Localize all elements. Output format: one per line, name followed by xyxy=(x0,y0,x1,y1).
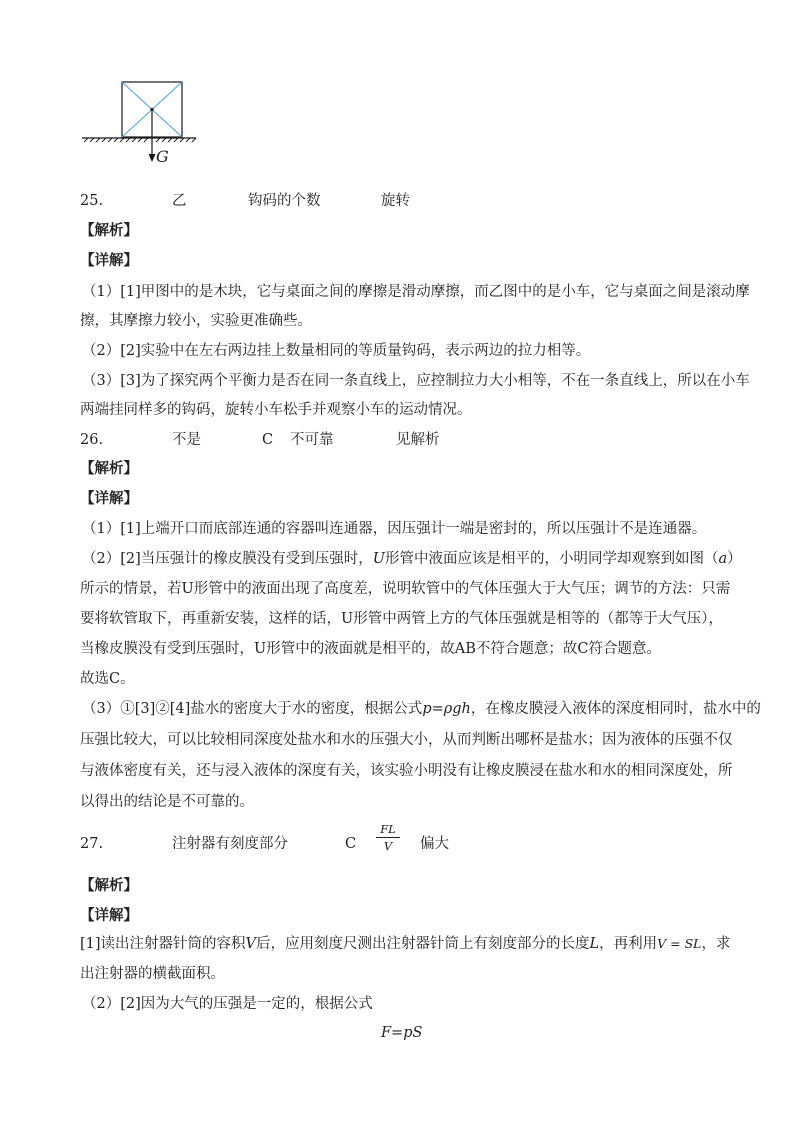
q25-paragraph-1b: 擦，其摩擦力较小，实验更准确些。 xyxy=(80,313,312,329)
q27-fraction-bar xyxy=(376,837,400,838)
q27-fraction xyxy=(376,822,400,853)
q26-p2a-middle: 形管中液面应该是相平的，小明同学却观察到如图（ xyxy=(385,551,719,567)
q27-number: 27. xyxy=(80,836,104,852)
q27-analysis-heading: 【解析】 xyxy=(80,877,138,894)
q26-p2a-prefix: （2）[2]当压强计的橡皮膜没有受到压强时， xyxy=(82,551,373,567)
q25-paragraph-3b: 两端挂同样多的钩码，旋转小车松手并观察小车的运动情况。 xyxy=(80,402,472,418)
q26-analysis-heading: 【解析】 xyxy=(80,460,138,477)
q27-answer-3: 偏大 xyxy=(420,836,449,852)
q26-paragraph-3c: 与液体密度有关，还与浸入液体的深度有关，该实验小明没有让橡皮膜浸在盐水和水的相同深度处，所 xyxy=(80,763,733,779)
q27-paragraph-2: （2）[2]因为大气的压强是一定的，根据公式 xyxy=(82,996,373,1012)
q27-fraction-denominator: V xyxy=(383,839,393,853)
q26-answer-4: 见解析 xyxy=(396,432,440,448)
q25-number: 25. xyxy=(80,193,104,209)
q25-paragraph-3a: （3）[3]为了探究两个平衡力是否在同一条直线上，应控制拉力大小相等，不在一条直线上，所以在小车 xyxy=(82,373,750,389)
q27-paragraph-1b: 出注射器的横截面积。 xyxy=(80,966,225,982)
q26-paragraph-2e: 故选C。 xyxy=(80,671,135,687)
q26-paragraph-3b: 压强比较大，可以比较相同深度处盐水和水的压强大小，从而判断出哪杯是盐水；因为液体的压强不仅 xyxy=(80,732,733,748)
q26-paragraph-2c: 要将软管取下，再重新安装，这样的话，U形管中两管上方的气体压强就是相等的（都等于大气压）， xyxy=(80,611,723,627)
q27-p1a-prefix: [1]读出注射器针筒的容积 xyxy=(80,936,246,952)
gravity-arrow-head xyxy=(149,154,156,162)
q26-number: 26. xyxy=(80,432,104,448)
q27-p1a-middle2: ，再利用 xyxy=(599,936,658,952)
q26-answer-1: 不是 xyxy=(172,432,201,448)
q25-paragraph-2: （2）[2]实验中在左右两边挂上数量相同的等质量钩码，表示两边的拉力相等。 xyxy=(82,343,591,359)
ground-hatching xyxy=(84,138,196,142)
q26-paragraph-3a xyxy=(82,699,761,719)
q25-paragraph-1a: （1）[1]甲图中的是木块，它与桌面之间的摩擦是滑动摩擦，而乙图中的是小车，它与桌面之间是滚动摩 xyxy=(82,284,750,300)
gravity-label: G xyxy=(156,147,169,166)
q25-answer-1: 乙 xyxy=(172,193,187,209)
force-diagram xyxy=(78,78,198,168)
q26-p2a-end: ） xyxy=(727,551,742,567)
q26-p3a-end: ，在橡皮膜浸入液体的深度相同时，盐水中的 xyxy=(470,701,761,717)
q26-paragraph-2b: 所示的情景，若U形管中的液面出现了高度差，说明软管中的气体压强大于大气压；调节的方法：只需 xyxy=(80,581,731,597)
q26-detail-heading: 【详解】 xyxy=(80,490,138,507)
q27-p1a-formula: V = SL xyxy=(657,936,702,951)
q27-paragraph-1a xyxy=(80,934,730,954)
q25-detail-heading: 【详解】 xyxy=(80,252,138,269)
q27-detail-heading: 【详解】 xyxy=(80,907,138,924)
q26-paragraph-2d: 当橡皮膜没有受到压强时，U形管中的液面就是相平的，故AB不符合题意；故C符合题意。 xyxy=(80,641,661,657)
q26-paragraph-1: （1）[1]上端开口而底部连通的容器叫连通器，因压强计一端是密封的，所以压强计不是连通器。 xyxy=(82,521,707,537)
q26-p2a-u: U xyxy=(372,551,385,567)
q26-answer-2: C xyxy=(262,432,274,448)
q26-answer-3: 不可靠 xyxy=(290,432,334,448)
q25-answer-3: 旋转 xyxy=(381,193,410,209)
q25-analysis-heading: 【解析】 xyxy=(80,222,138,239)
q27-fraction-numerator: FL xyxy=(380,822,396,836)
q26-paragraph-3d: 以得出的结论是不可靠的。 xyxy=(80,794,254,810)
q26-p2a-a: a xyxy=(718,551,728,567)
q26-paragraph-2a xyxy=(82,549,742,569)
q27-p1a-v: V xyxy=(245,936,257,952)
q27-p1a-end: ，求 xyxy=(701,936,731,952)
q26-p3a-formula: p=ρgh xyxy=(422,701,471,717)
q26-p3a-prefix: （3）①[3]②[4]盐水的密度大于水的密度，根据公式 xyxy=(82,701,423,717)
q27-formula: F=pS xyxy=(381,1025,423,1041)
q27-answer-1: 注射器有刻度部分 xyxy=(172,836,288,852)
q25-answer-2: 钩码的个数 xyxy=(248,193,321,209)
q27-p1a-middle: 后，应用刻度尺测出注射器针筒上有刻度部分的长度 xyxy=(256,936,590,952)
q27-p1a-l: L xyxy=(589,936,600,952)
q27-answer-2: C xyxy=(345,836,357,852)
